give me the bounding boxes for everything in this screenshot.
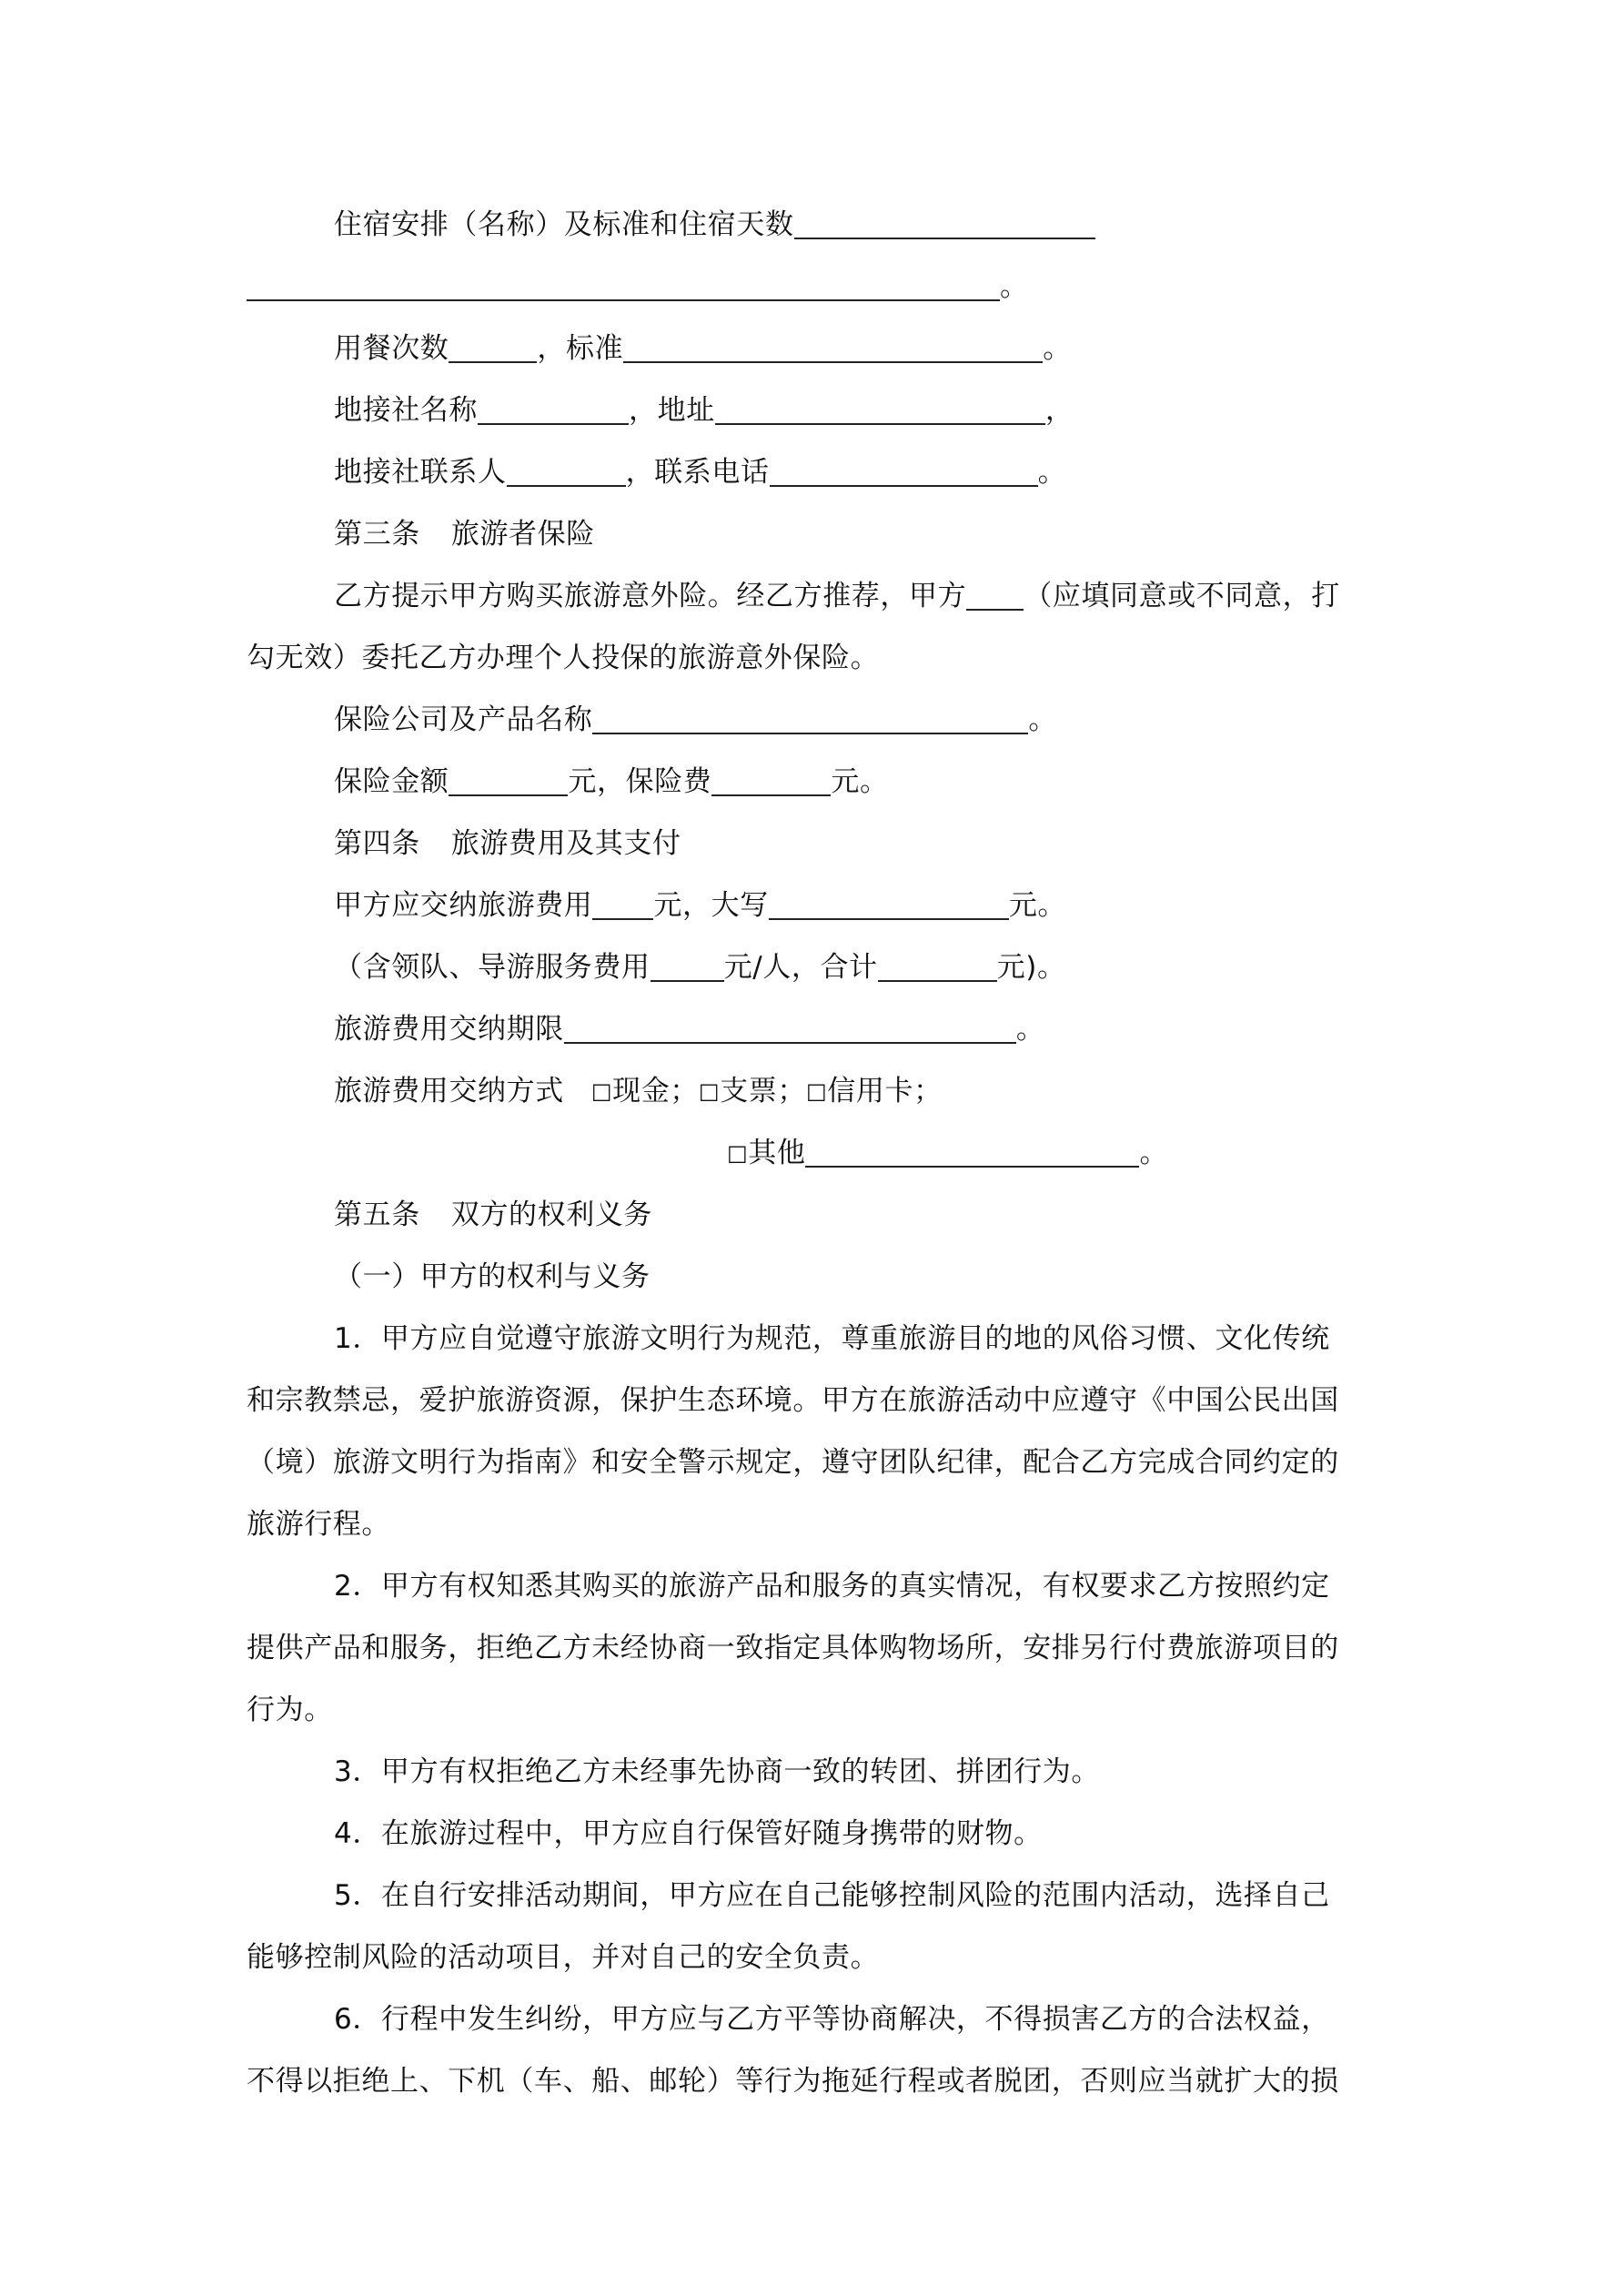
item3-line1 bbox=[247, 1741, 1480, 1803]
payment-method-label: 旅游费用交纳方式 bbox=[334, 1075, 564, 1108]
item1-text: （境）旅游文明行为指南》和安全警示规定，遵守团队纪律，配合乙方完成合同约定的 bbox=[247, 1446, 1339, 1479]
article3-para-a: 乙方提示甲方购买旅游意外险。经乙方推荐，甲方 bbox=[334, 580, 967, 612]
payment-deadline-end: 。 bbox=[1015, 1013, 1045, 1046]
item1-line3 bbox=[247, 1431, 1393, 1493]
local-contact-line bbox=[247, 441, 1480, 503]
local-agency-end: ， bbox=[1044, 394, 1074, 427]
insurance-amount-label: 保险金额 bbox=[334, 765, 449, 798]
guide-fee-per-person-field[interactable] bbox=[651, 940, 724, 982]
insurance-amount-field[interactable] bbox=[449, 754, 568, 796]
meals-count-field[interactable] bbox=[449, 321, 537, 363]
article3-para-b: （应填同意或不同意，打 bbox=[1024, 580, 1340, 612]
item2-text: 2．甲方有权知悉其购买的旅游产品和服务的真实情况，有权要求乙方按照约定 bbox=[334, 1570, 1330, 1603]
article3-number: 第三条 bbox=[334, 518, 420, 551]
item2-line2 bbox=[247, 1617, 1393, 1679]
local-agency-address-label: ，地址 bbox=[629, 394, 715, 427]
item5-line2 bbox=[247, 1927, 1393, 1988]
lodging-label: 住宿安排（名称）及标准和住宿天数 bbox=[334, 208, 794, 241]
article4-number: 第四条 bbox=[334, 827, 420, 860]
item3-text: 3．甲方有权拒绝乙方未经事先协商一致的转团、拼团行为。 bbox=[334, 1755, 1100, 1788]
article3-para-line2 bbox=[247, 627, 1393, 689]
guide-fee-end: 元)。 bbox=[996, 951, 1066, 984]
local-contact-phone-label: ，联系电话 bbox=[625, 456, 770, 489]
item5-text: 能够控制风险的活动项目，并对自己的安全负责。 bbox=[247, 1941, 880, 1974]
option-credit-card-label: 信用卡； bbox=[827, 1075, 943, 1108]
article4-heading bbox=[247, 813, 1480, 875]
article5-number: 第五条 bbox=[334, 1199, 420, 1231]
item2-line3 bbox=[247, 1679, 1393, 1741]
payment-deadline-field[interactable] bbox=[564, 1002, 1016, 1044]
article3-title: 旅游者保险 bbox=[450, 518, 595, 551]
meals-count-label: 用餐次数 bbox=[334, 332, 449, 365]
article5-title: 双方的权利义务 bbox=[450, 1199, 653, 1231]
article3-para-line1 bbox=[247, 565, 1480, 627]
option-cash-label: 现金； bbox=[612, 1075, 699, 1108]
local-contact-phone-field[interactable] bbox=[770, 445, 1038, 487]
item6-text: 不得以拒绝上、下机（车、船、邮轮）等行为拖延行程或者脱团，否则应当就扩大的损 bbox=[247, 2065, 1339, 2098]
fee-end: 元。 bbox=[1008, 889, 1067, 922]
item2-text: 提供产品和服务，拒绝乙方未经协商一致指定具体购物场所，安排另行付费旅游项目的 bbox=[247, 1632, 1339, 1664]
checkbox-credit-card[interactable]: □ bbox=[806, 1078, 828, 1104]
item2-text: 行为。 bbox=[247, 1694, 333, 1726]
guide-fee-line bbox=[247, 936, 1480, 998]
insurance-consent-field[interactable] bbox=[966, 569, 1024, 611]
local-agency-name-field[interactable] bbox=[478, 383, 629, 425]
item6-line2 bbox=[247, 2050, 1393, 2112]
guide-fee-total-label: 元/人，合计 bbox=[723, 951, 878, 984]
insurance-premium-end: 元。 bbox=[831, 765, 889, 798]
guide-fee-label: （含领队、导游服务费用 bbox=[334, 951, 651, 984]
insurance-premium-label: 元，保险费 bbox=[568, 765, 712, 798]
article5-subheading bbox=[247, 1246, 1480, 1308]
payment-deadline-line bbox=[247, 998, 1480, 1060]
article4-title: 旅游费用及其支付 bbox=[450, 827, 681, 860]
fee-line bbox=[247, 875, 1480, 936]
checkbox-cash[interactable]: □ bbox=[590, 1078, 613, 1104]
meals-end: 。 bbox=[1043, 332, 1072, 365]
insurance-company-line bbox=[247, 689, 1480, 751]
fee-label: 甲方应交纳旅游费用 bbox=[334, 889, 593, 922]
fee-amount-field[interactable] bbox=[592, 878, 653, 920]
party-a-rights-heading: （一）甲方的权利与义务 bbox=[334, 1260, 651, 1293]
item4-line1 bbox=[247, 1803, 1480, 1865]
local-agency-name-label: 地接社名称 bbox=[334, 394, 478, 427]
article3-para-c: 勾无效）委托乙方办理个人投保的旅游意外保险。 bbox=[247, 642, 880, 674]
item1-line1 bbox=[247, 1308, 1480, 1370]
article3-heading bbox=[247, 503, 1480, 565]
meals-line bbox=[247, 318, 1480, 379]
item4-text: 4．在旅游过程中，甲方应自行保管好随身携带的财物。 bbox=[334, 1817, 1043, 1850]
payment-other-line bbox=[247, 1122, 1624, 1184]
lodging-field[interactable] bbox=[794, 197, 1095, 239]
item1-line4 bbox=[247, 1493, 1393, 1555]
fee-capital-label: 元，大写 bbox=[653, 889, 769, 922]
insurance-company-end: 。 bbox=[1028, 703, 1058, 736]
local-agency-address-field[interactable] bbox=[715, 383, 1045, 425]
insurance-premium-field[interactable] bbox=[711, 754, 831, 796]
fee-capital-field[interactable] bbox=[769, 878, 1009, 920]
item1-text: 和宗教禁忌，爱护旅游资源，保护生态环境。甲方在旅游活动中应遵守《中国公民出国 bbox=[247, 1384, 1339, 1417]
item1-text: 1．甲方应自觉遵守旅游文明行为规范，尊重旅游目的地的风俗习惯、文化传统 bbox=[334, 1322, 1330, 1355]
meals-standard-label: ，标准 bbox=[537, 332, 624, 365]
lodging-line-cont bbox=[247, 256, 1393, 318]
item2-line1 bbox=[247, 1555, 1480, 1617]
item1-text: 旅游行程。 bbox=[247, 1508, 390, 1541]
lodging-field-cont[interactable] bbox=[247, 259, 1000, 301]
item6-line1 bbox=[247, 1988, 1480, 2050]
payment-method-line bbox=[247, 1060, 1480, 1122]
item5-line1 bbox=[247, 1865, 1480, 1927]
payment-deadline-label: 旅游费用交纳期限 bbox=[334, 1013, 564, 1046]
payment-other-end: 。 bbox=[1139, 1137, 1169, 1169]
guide-fee-total-field[interactable] bbox=[878, 940, 997, 982]
local-contact-end: 。 bbox=[1037, 456, 1067, 489]
checkbox-check[interactable]: □ bbox=[698, 1078, 721, 1104]
local-agency-line bbox=[247, 379, 1480, 441]
insurance-amount-line bbox=[247, 751, 1480, 813]
article5-heading bbox=[247, 1184, 1480, 1246]
checkbox-other[interactable]: □ bbox=[727, 1140, 749, 1166]
option-other-label: 其他 bbox=[748, 1137, 806, 1169]
local-contact-person-field[interactable] bbox=[507, 445, 626, 487]
local-contact-person-label: 地接社联系人 bbox=[334, 456, 507, 489]
insurance-company-label: 保险公司及产品名称 bbox=[334, 703, 593, 736]
meals-standard-field[interactable] bbox=[623, 321, 1043, 363]
item6-text: 6．行程中发生纠纷，甲方应与乙方平等协商解决，不得损害乙方的合法权益， bbox=[334, 2003, 1330, 2036]
item5-text: 5．在自行安排活动期间，甲方应在自己能够控制风险的范围内活动，选择自己 bbox=[334, 1879, 1330, 1912]
lodging-line bbox=[247, 194, 1480, 256]
item1-line2 bbox=[247, 1370, 1393, 1431]
option-check-label: 支票； bbox=[720, 1075, 806, 1108]
payment-other-field[interactable] bbox=[805, 1126, 1139, 1168]
lodging-end: 。 bbox=[1000, 270, 1029, 303]
insurance-company-field[interactable] bbox=[592, 693, 1028, 734]
